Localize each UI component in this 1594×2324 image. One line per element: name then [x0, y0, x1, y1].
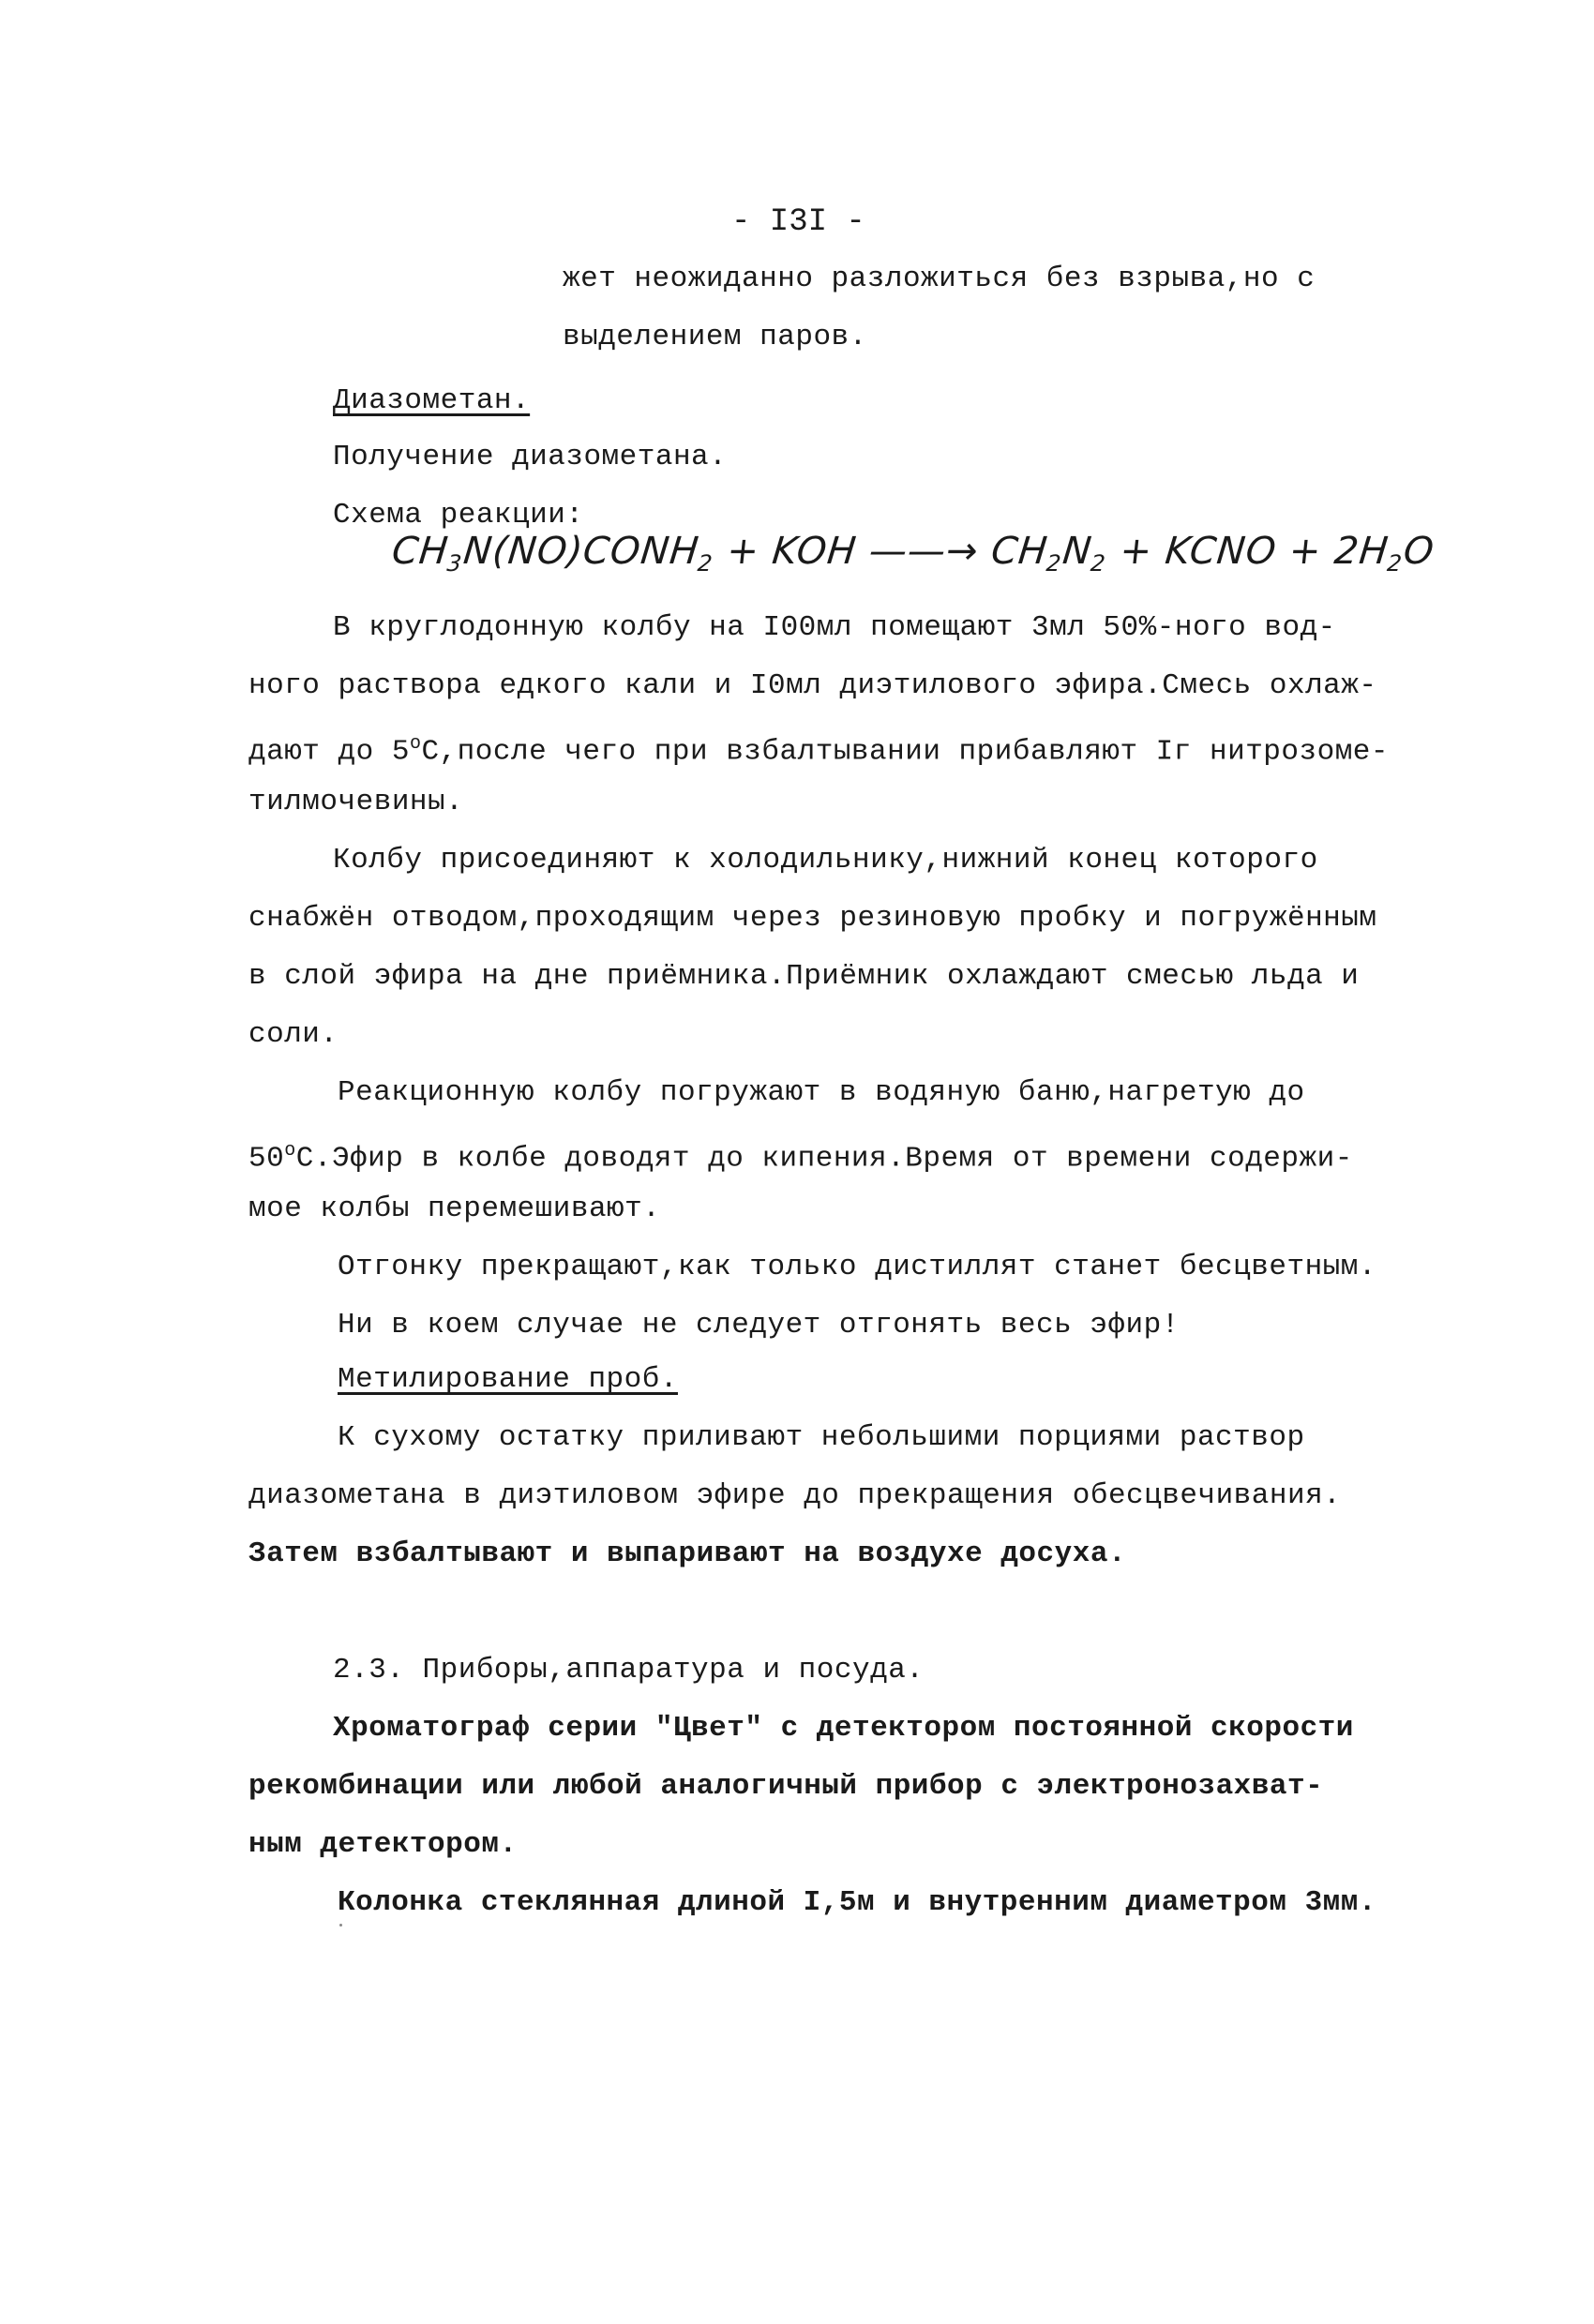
heading-diazomethane: Диазометан.: [333, 384, 531, 417]
text-line: Затем взбалтывают и выпаривают на воздухе досуха.: [248, 1537, 1127, 1570]
text-line: ного раствора едкого кали и I0мл диэтилового эфира.Смесь охлаж-: [248, 669, 1377, 702]
scan-speck: [339, 1924, 342, 1927]
text-line: соли.: [248, 1018, 338, 1051]
text-line: диазометана в диэтиловом эфире до прекращения обесцвечивания.: [248, 1479, 1342, 1512]
page-number: - I3I -: [731, 204, 865, 240]
text-line: Ни в коем случае не следует отгонять весь эфир!: [338, 1309, 1180, 1342]
text-line: Колбу присоединяют к холодильнику,нижний конец которого: [333, 844, 1318, 877]
text-line: рекомбинации или любой аналогичный прибор с электронозахват-: [248, 1770, 1324, 1803]
text-line: жет неожиданно разложиться без взрыва,но с: [563, 262, 1316, 295]
text-line: выделением паров.: [563, 321, 867, 353]
text-line: снабжён отводом,проходящим через резиновую пробку и погружённым: [248, 902, 1377, 935]
text-line: Колонка стеклянная длиной I,5м и внутренним диаметром 3мм.: [338, 1886, 1376, 1919]
text-line: в слой эфира на дне приёмника.Приёмник охлаждают смесью льда и: [248, 960, 1360, 993]
text-line: Схема реакции:: [333, 499, 584, 532]
text-line: дают до $5^оС,после$ чего при взбалтывании прибавляют Iг нитрозоме-: [248, 733, 1390, 769]
reaction-formula: $CH_3N(NO)CONH_2$ + KOH ——→ $CH_2N_2$ + KCNO + $2H_2O$: [389, 530, 1436, 577]
text-line: Реакционную колбу погружают в водяную баню,нагретую до: [338, 1076, 1305, 1109]
text-line: К сухому остатку приливают небольшими порциями раствор: [338, 1421, 1305, 1454]
text-line: ным детектором.: [248, 1828, 518, 1861]
text-line: $50^оС.Эфир$ в колбе доводят до кипения.Время от времени содержи-: [248, 1140, 1353, 1176]
heading-methylation: Метилирование проб.: [338, 1363, 678, 1396]
text-line: Хроматограф серии "Цвет" с детектором постоянной скорости: [333, 1712, 1354, 1745]
section-heading: 2.3. Приборы,аппаратура и посуда.: [333, 1654, 925, 1687]
text-line: мое колбы перемешивают.: [248, 1192, 661, 1225]
text-line: Отгонку прекращают,как только дистиллят станет бесцветным.: [338, 1251, 1376, 1283]
text-line: В круглодонную колбу на I00мл помещают 3мл 50%-ного вод-: [333, 611, 1336, 644]
text-line: тилмочевины.: [248, 786, 464, 818]
text-line: Получение диазометана.: [333, 441, 728, 473]
